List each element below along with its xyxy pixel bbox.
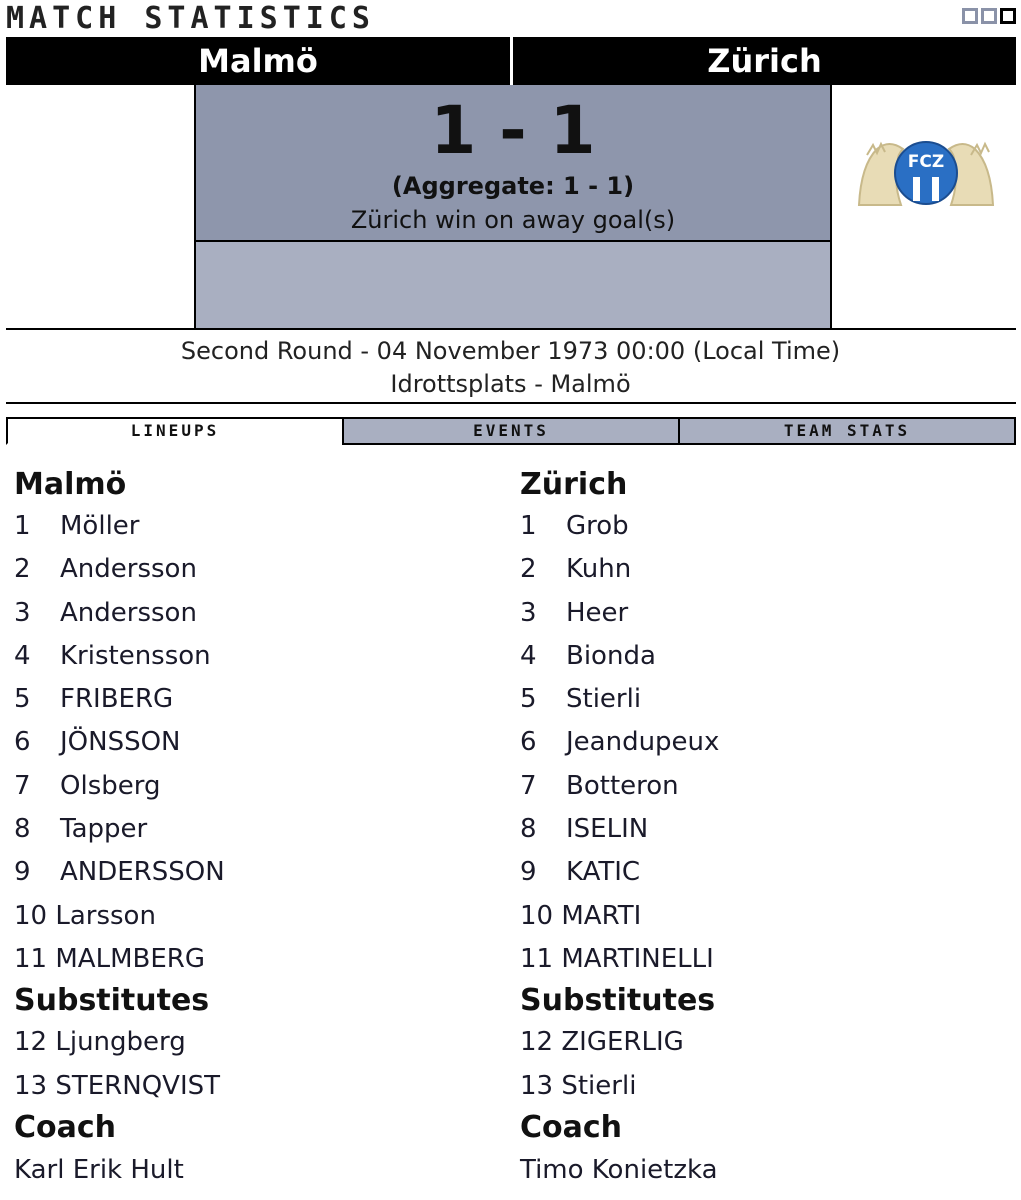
player-row (520, 505, 1000, 548)
player-row (520, 1021, 1000, 1064)
player-row (520, 548, 1000, 591)
player-row (14, 721, 494, 764)
player-name: Olsberg (60, 770, 161, 801)
player-number: 12 (520, 1027, 554, 1058)
player-row (520, 635, 1000, 678)
player-number: 10 (14, 900, 48, 931)
window-controls (962, 8, 1016, 24)
tab-bar (6, 417, 1016, 445)
player-name: JÖNSSON (60, 727, 181, 758)
player-name: Botteron (566, 770, 679, 801)
player-number: 8 (520, 814, 537, 845)
player-name: Jeandupeux (566, 727, 720, 758)
player-name: KATIC (566, 857, 641, 888)
score: 1 - 1 (430, 92, 596, 169)
player-number: 3 (520, 597, 537, 628)
zurich-crest-icon (855, 135, 997, 211)
player-row (520, 808, 1000, 851)
player-row (14, 765, 494, 808)
player-name: Stierli (561, 1070, 637, 1101)
player-number: 8 (14, 814, 31, 845)
player-name: Stierli (566, 684, 642, 715)
player-row (14, 1065, 494, 1108)
substitutes-heading: Substitutes (14, 983, 210, 1019)
away-team-name: Zürich (707, 42, 822, 80)
player-number: 2 (14, 554, 31, 585)
player-number: 10 (520, 900, 554, 931)
player-row (520, 851, 1000, 894)
player-row (14, 505, 494, 548)
home-lineup (14, 465, 494, 1192)
player-row (520, 765, 1000, 808)
player-number: 11 (14, 943, 48, 974)
player-number: 1 (14, 511, 31, 541)
player-row (14, 808, 494, 851)
tab-team-stats[interactable]: TEAM STATS (678, 417, 1016, 445)
player-name: Kristensson (60, 640, 211, 671)
coach-heading: Coach (14, 1109, 117, 1145)
player-row (14, 851, 494, 894)
player-name: ANDERSSON (60, 857, 225, 888)
team-heading: Malmö (14, 467, 127, 502)
player-name: Andersson (60, 597, 197, 628)
teams-bar (6, 37, 1016, 85)
player-number: 9 (520, 857, 537, 888)
window-button-icon[interactable] (981, 8, 997, 24)
player-number: 2 (520, 554, 537, 585)
player-name: Bionda (566, 640, 656, 671)
player-name: ISELIN (566, 814, 649, 845)
away-lineup (520, 465, 1000, 1192)
player-number: 7 (520, 770, 537, 801)
score-lower-panel (194, 242, 832, 328)
player-name: Ljungberg (55, 1027, 186, 1058)
page-title: MATCH STATISTICS (6, 1, 375, 36)
divider (6, 328, 1016, 330)
player-row (14, 635, 494, 678)
window-button-icon[interactable] (962, 8, 978, 24)
aggregate-score: (Aggregate: 1 - 1) (391, 172, 635, 200)
title-bar (6, 2, 1016, 36)
player-name: Andersson (60, 554, 197, 585)
player-row (520, 721, 1000, 764)
window-button-icon[interactable] (1000, 8, 1016, 24)
player-number: 11 (520, 943, 554, 974)
player-row (14, 548, 494, 591)
player-row (14, 938, 494, 981)
player-number: 4 (14, 640, 31, 671)
player-row (520, 938, 1000, 981)
player-number: 9 (14, 857, 31, 888)
player-name: Kuhn (566, 554, 632, 585)
player-number: 13 (520, 1070, 554, 1101)
player-name: Heer (566, 597, 629, 628)
player-name: Tapper (60, 814, 148, 845)
crest-text: FCZ (907, 152, 945, 172)
player-number: 5 (520, 684, 537, 715)
player-number: 7 (14, 770, 31, 801)
player-name: STERNQVIST (55, 1070, 220, 1101)
player-number: 12 (14, 1027, 48, 1058)
player-row (520, 678, 1000, 721)
divider (6, 402, 1016, 404)
player-number: 6 (14, 727, 31, 758)
player-name: FRIBERG (60, 684, 174, 715)
player-row (520, 592, 1000, 635)
coach-name: Karl Erik Hult (14, 1154, 184, 1185)
player-row (14, 1021, 494, 1064)
coach-name: Timo Konietzka (520, 1154, 718, 1185)
player-number: 5 (14, 684, 31, 715)
player-name: ZIGERLIG (561, 1027, 684, 1058)
player-row (14, 895, 494, 938)
coach-heading: Coach (520, 1109, 623, 1145)
substitutes-heading: Substitutes (520, 983, 716, 1019)
player-name: Larsson (55, 900, 156, 931)
player-number: 13 (14, 1070, 48, 1101)
player-number: 4 (520, 640, 537, 671)
player-number: 1 (520, 511, 537, 541)
player-row (520, 1065, 1000, 1108)
match-venue: Idrottsplats - Malmö (390, 370, 631, 398)
player-number: 3 (14, 597, 31, 628)
player-row (14, 592, 494, 635)
player-name: Möller (60, 511, 140, 541)
score-box (194, 85, 832, 242)
tab-lineups[interactable]: LINEUPS (6, 417, 344, 445)
player-row (520, 895, 1000, 938)
match-round-date: Second Round - 04 November 1973 00:00 (Local Time) (180, 337, 841, 365)
player-name: Grob (566, 511, 629, 541)
player-number: 6 (520, 727, 537, 758)
result-note: Zürich win on away goal(s) (350, 206, 676, 234)
player-name: MALMBERG (55, 943, 205, 974)
home-team-name: Malmö (198, 42, 318, 80)
team-heading: Zürich (520, 467, 628, 502)
player-row (14, 678, 494, 721)
player-name: MARTI (561, 900, 642, 931)
player-name: MARTINELLI (561, 943, 714, 974)
tab-events[interactable]: EVENTS (342, 417, 680, 445)
